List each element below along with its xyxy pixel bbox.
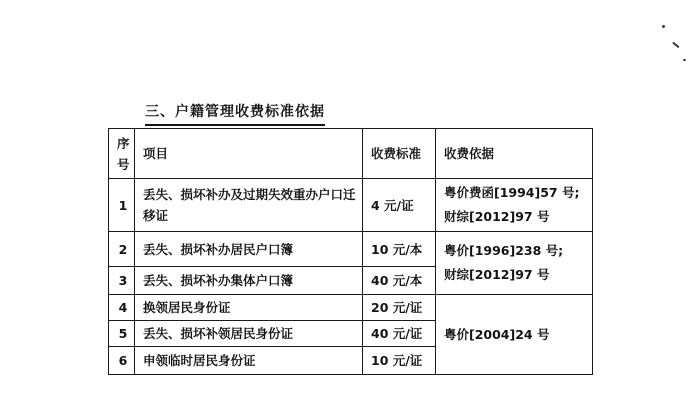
basis-line: 粤价[2004]24 号 [444, 326, 550, 342]
cell-item: 换领居民身份证 [135, 295, 363, 321]
cell-no: 2 [109, 232, 135, 267]
cell-standard: 10 元/本 [363, 232, 436, 267]
cell-no: 6 [109, 347, 135, 375]
cell-item: 丢失、损坏补办集体户口簿 [135, 267, 363, 295]
cell-item: 申领临时居民身份证 [135, 347, 363, 375]
scan-speck [683, 59, 686, 61]
header-basis: 收费依据 [436, 129, 593, 179]
cell-basis-merged [436, 232, 593, 295]
section-title: 三、户籍管理收费标准依据 [145, 101, 325, 126]
cell-standard: 4 元/证 [363, 179, 436, 232]
scan-speck [672, 42, 679, 48]
table-row [109, 295, 593, 321]
fee-standard-table [108, 128, 593, 375]
basis-line: 粤价费函[1994]57 号; [444, 185, 580, 200]
header-standard: 收费标准 [363, 129, 436, 179]
header-item: 项目 [135, 129, 363, 179]
cell-item: 丢失、损坏补领居民身份证 [135, 321, 363, 347]
cell-no: 5 [109, 321, 135, 347]
basis-line: 财综[2012]97 号 [444, 267, 550, 282]
table-row [109, 232, 593, 267]
basis-line: 粤价[1996]238 号; [444, 243, 564, 258]
basis-line: 财综[2012]97 号 [444, 209, 550, 224]
cell-basis-merged [436, 295, 593, 375]
cell-basis [436, 179, 593, 232]
cell-item: 丢失、损坏补办及过期失效重办户口迁移证 [135, 179, 363, 232]
cell-standard: 20 元/证 [363, 295, 436, 321]
table-header-row [109, 129, 593, 179]
cell-no: 4 [109, 295, 135, 321]
cell-no: 1 [109, 179, 135, 232]
cell-standard: 10 元/证 [363, 347, 436, 375]
table-row [109, 179, 593, 232]
cell-standard: 40 元/本 [363, 267, 436, 295]
scan-speck [662, 25, 665, 28]
cell-no: 3 [109, 267, 135, 295]
cell-item: 丢失、损坏补办居民户口簿 [135, 232, 363, 267]
header-no: 序号 [109, 129, 135, 179]
cell-standard: 40 元/证 [363, 321, 436, 347]
